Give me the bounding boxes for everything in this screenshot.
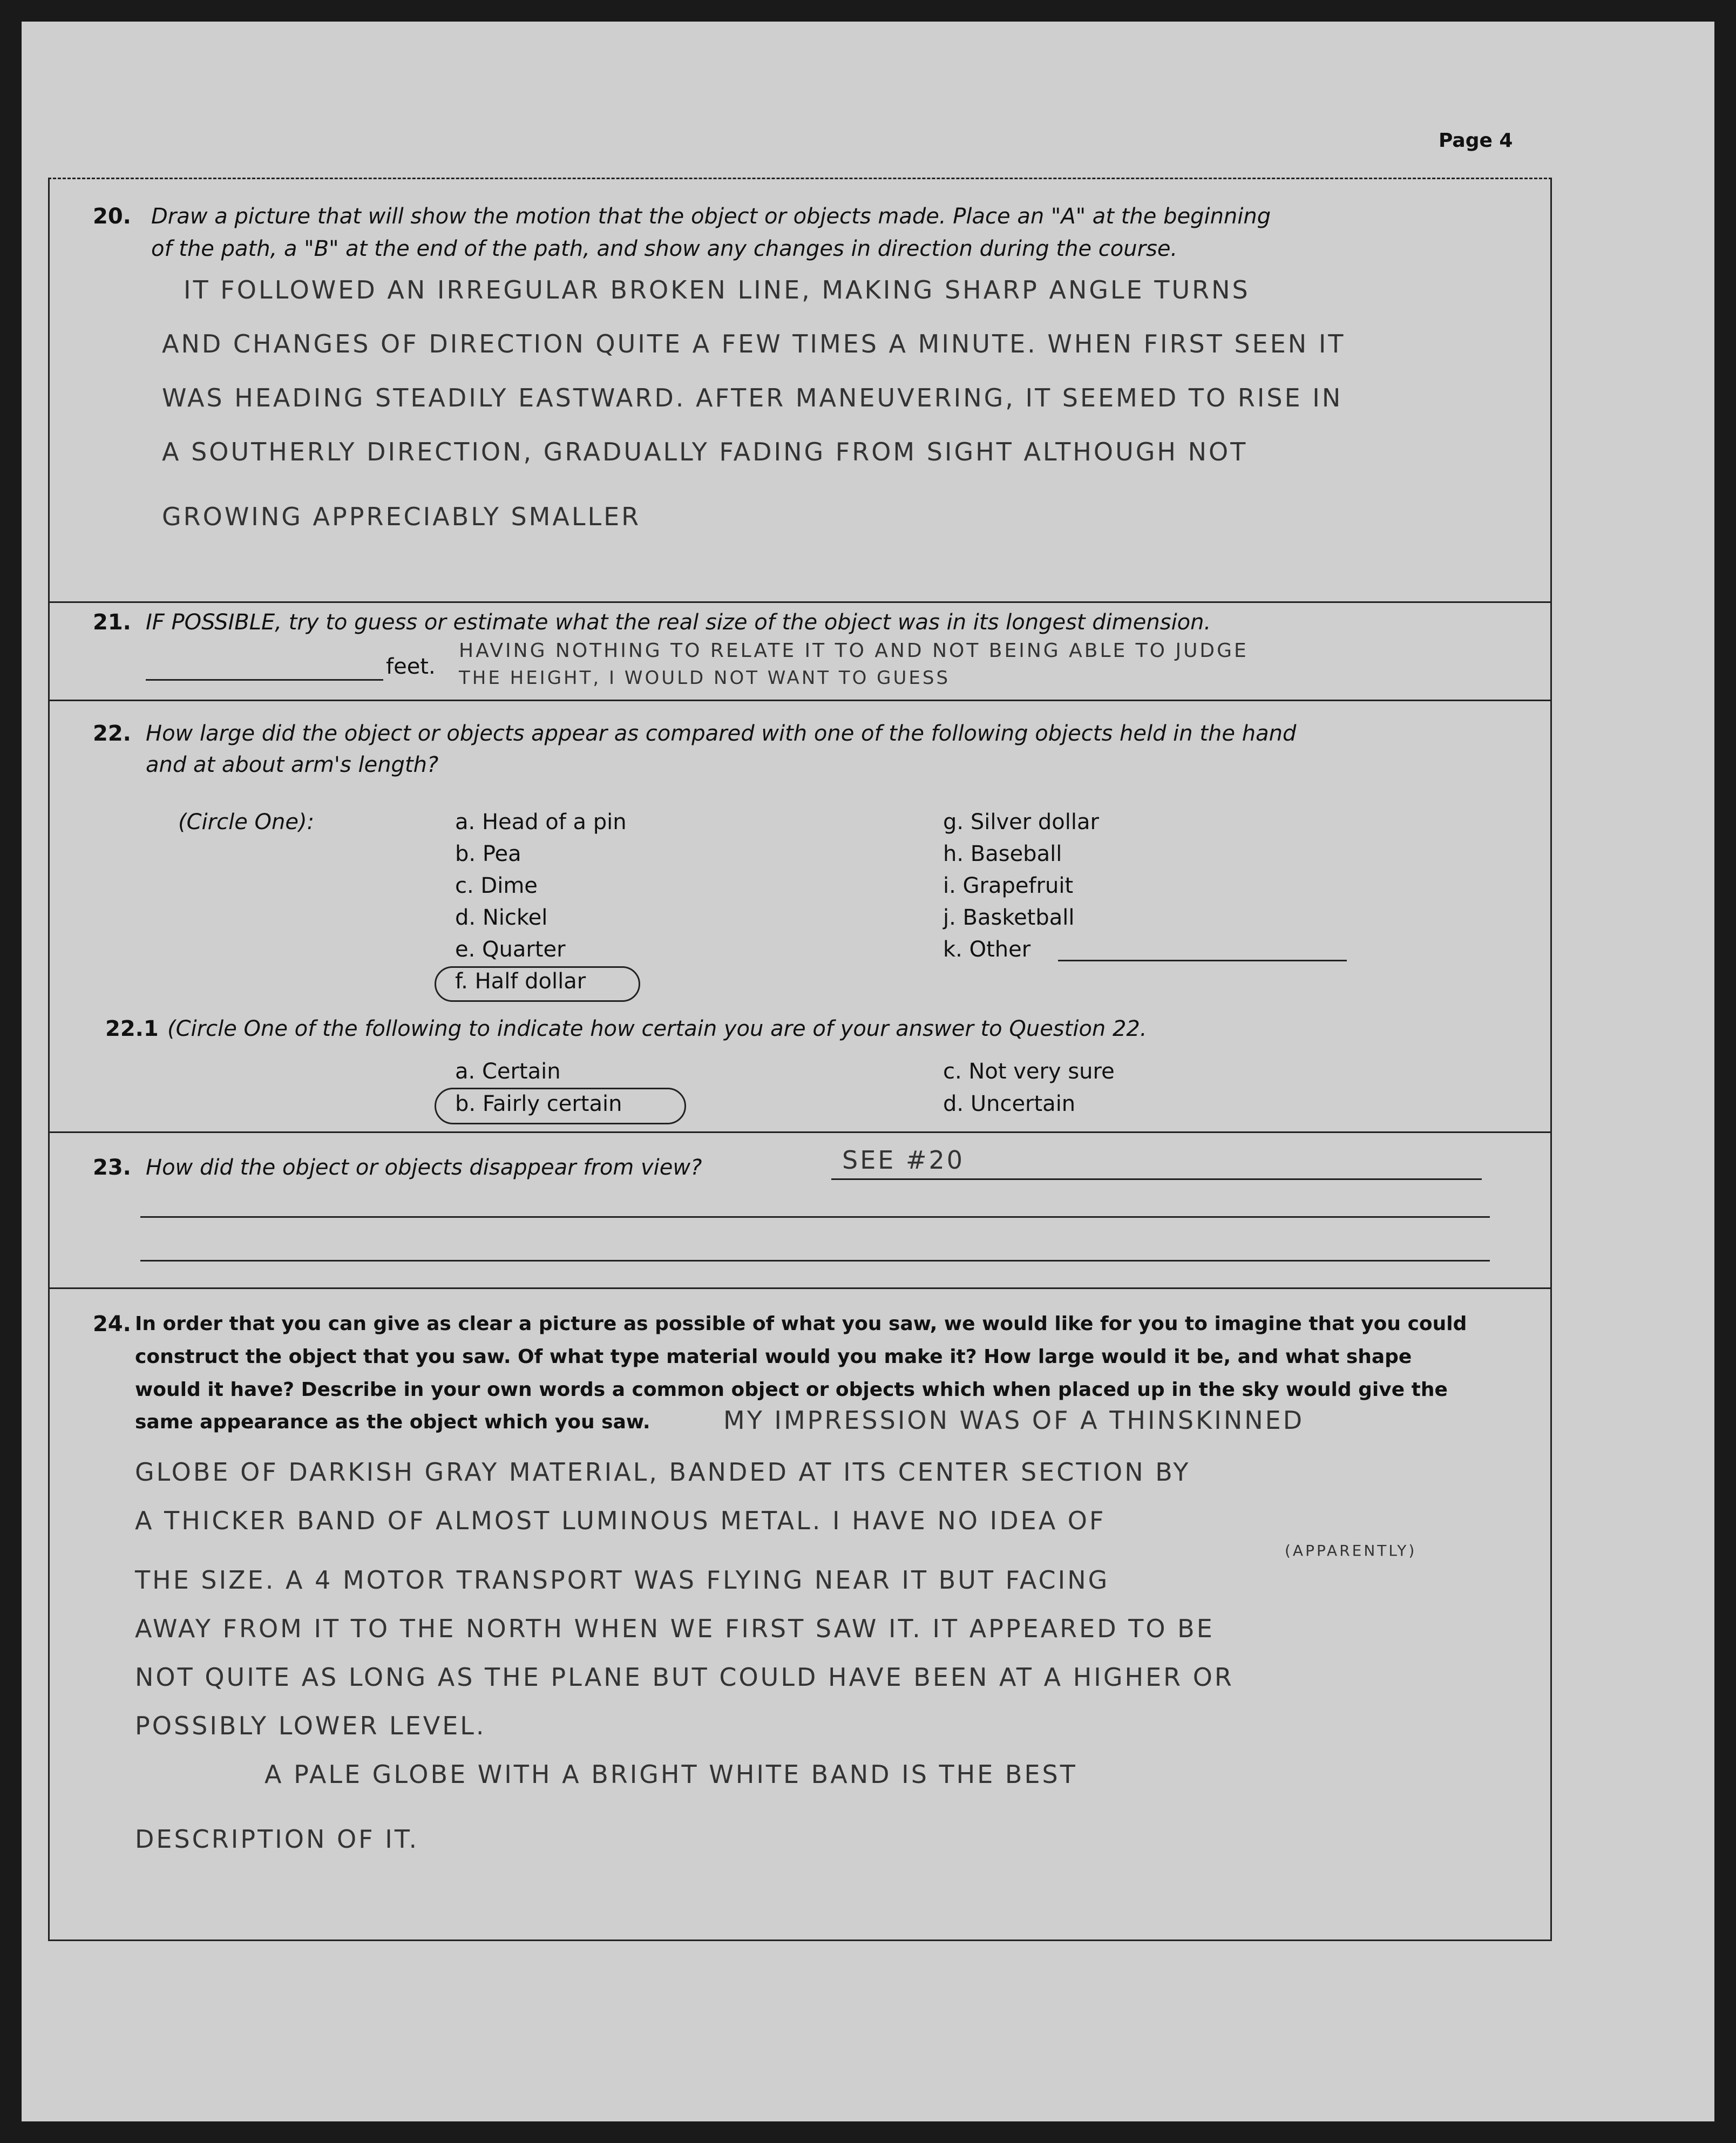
q20-answer-line: AND CHANGES OF DIRECTION QUITE A FEW TIMES A MINUTE. WHEN FIRST SEEN IT	[162, 329, 1346, 358]
q22-option-a[interactable]: a. Head of a pin	[455, 810, 627, 835]
q24-text-4: same appearance as the object which you saw.	[135, 1411, 650, 1433]
q20-num: 20.	[93, 204, 131, 229]
q24-answer-line: THE SIZE. A 4 MOTOR TRANSPORT WAS FLYING NEAR IT BUT FACING	[135, 1565, 1110, 1595]
q22-option-g[interactable]: g. Silver dollar	[943, 810, 1099, 835]
q20-answer-line: A SOUTHERLY DIRECTION, GRADUALLY FADING FROM SIGHT ALTHOUGH NOT	[162, 437, 1248, 466]
q22-number: 22.	[93, 721, 131, 746]
q22-1-option-a[interactable]: a. Certain	[455, 1059, 561, 1084]
q22-1-option-c[interactable]: c. Not very sure	[943, 1059, 1115, 1084]
q23-answer-line[interactable]	[140, 1260, 1490, 1262]
q20-number	[93, 204, 131, 229]
q24-answer-line: A PALE GLOBE WITH A BRIGHT WHITE BAND IS THE BEST	[265, 1760, 1077, 1789]
q23-number: 23.	[93, 1155, 131, 1180]
q24-text-3: would it have? Describe in your own words a common object or objects which when placed up in the sky would give the	[135, 1379, 1448, 1401]
q24-answer-line: DESCRIPTION OF IT.	[135, 1825, 419, 1854]
q22-1-number: 22.1	[105, 1016, 159, 1041]
selection-circle	[435, 1088, 686, 1124]
q22-option-d[interactable]: d. Nickel	[455, 905, 548, 930]
q24-answer-line: NOT QUITE AS LONG AS THE PLANE BUT COULD HAVE BEEN AT A HIGHER OR	[135, 1663, 1234, 1692]
q20-answer-line: WAS HEADING STEADILY EASTWARD. AFTER MANEUVERING, IT SEEMED TO RISE IN	[162, 383, 1343, 412]
q22-option-k[interactable]: k. Other	[943, 937, 1031, 962]
q23-answer: SEE #20	[842, 1145, 965, 1175]
q21-answer-line: HAVING NOTHING TO RELATE IT TO AND NOT BEING ABLE TO JUDGE	[459, 640, 1249, 662]
q22-option-j[interactable]: j. Basketball	[943, 905, 1075, 930]
q24-text-1: In order that you can give as clear a picture as possible of what you saw, we would like for you to imagine that you could	[135, 1313, 1467, 1335]
q20-answer-line: IT FOLLOWED AN IRREGULAR BROKEN LINE, MAKING SHARP ANGLE TURNS	[184, 275, 1250, 304]
q24-answer-line: POSSIBLY LOWER LEVEL.	[135, 1711, 486, 1740]
page-number: Page 4	[1439, 130, 1513, 152]
q22-option-e[interactable]: e. Quarter	[455, 937, 566, 962]
divider	[48, 601, 1550, 603]
q24-answer-line: MY IMPRESSION WAS OF A THINSKINNED	[723, 1406, 1305, 1435]
q24-answer-insert: (APPARENTLY)	[1285, 1542, 1417, 1559]
q22-instruction: (Circle One):	[178, 810, 315, 835]
q24-answer-line: GLOBE OF DARKISH GRAY MATERIAL, BANDED AT ITS CENTER SECTION BY	[135, 1457, 1191, 1487]
q22-other-blank[interactable]	[1058, 960, 1347, 961]
q24-answer-line: AWAY FROM IT TO THE NORTH WHEN WE FIRST SAW IT. IT APPEARED TO BE	[135, 1614, 1215, 1643]
q22-1-option-b[interactable]: b. Fairly certain	[455, 1091, 622, 1116]
q21-answer-blank[interactable]	[146, 679, 383, 681]
q23-answer-line[interactable]	[831, 1178, 1482, 1180]
q23-answer-line[interactable]	[140, 1216, 1490, 1218]
q22-1-text: (Circle One of the following to indicate how certain you are of your answer to Question 22.	[167, 1016, 1147, 1041]
selection-circle	[435, 966, 640, 1002]
q24-number: 24.	[93, 1312, 131, 1337]
q23-text: How did the object or objects disappear from view?	[146, 1155, 702, 1180]
q21-number: 21.	[93, 610, 131, 635]
divider	[48, 1287, 1550, 1289]
q22-text-1: How large did the object or objects appear as compared with one of the following objects held in the hand	[146, 721, 1297, 746]
q22-1-option-d[interactable]: d. Uncertain	[943, 1091, 1076, 1116]
q24-text-2: construct the object that you saw. Of what type material would you make it? How large would it be, and what shape	[135, 1346, 1412, 1368]
q22-option-i[interactable]: i. Grapefruit	[943, 873, 1074, 898]
q21-answer-line: THE HEIGHT, I WOULD NOT WANT TO GUESS	[459, 667, 951, 689]
q21-text: IF POSSIBLE, try to guess or estimate what the real size of the object was in its longest dimension.	[146, 610, 1211, 635]
q21-unit: feet.	[386, 654, 436, 679]
q22-option-f[interactable]: f. Half dollar	[455, 969, 586, 994]
divider	[48, 700, 1550, 701]
q22-option-c[interactable]: c. Dime	[455, 873, 538, 898]
q20-text-2: of the path, a "B" at the end of the path, and show any changes in direction during the course.	[151, 236, 1178, 261]
q20-answer-line: GROWING APPRECIABLY SMALLER	[162, 502, 641, 531]
q22-option-h[interactable]: h. Baseball	[943, 842, 1062, 866]
divider	[48, 1131, 1550, 1133]
q22-option-b[interactable]: b. Pea	[455, 842, 521, 866]
q24-answer-line: A THICKER BAND OF ALMOST LUMINOUS METAL. I HAVE NO IDEA OF	[135, 1506, 1106, 1535]
q22-text-2: and at about arm's length?	[146, 752, 439, 777]
q20-text-1: Draw a picture that will show the motion that the object or objects made. Place an "A" at the beginning	[151, 204, 1271, 229]
